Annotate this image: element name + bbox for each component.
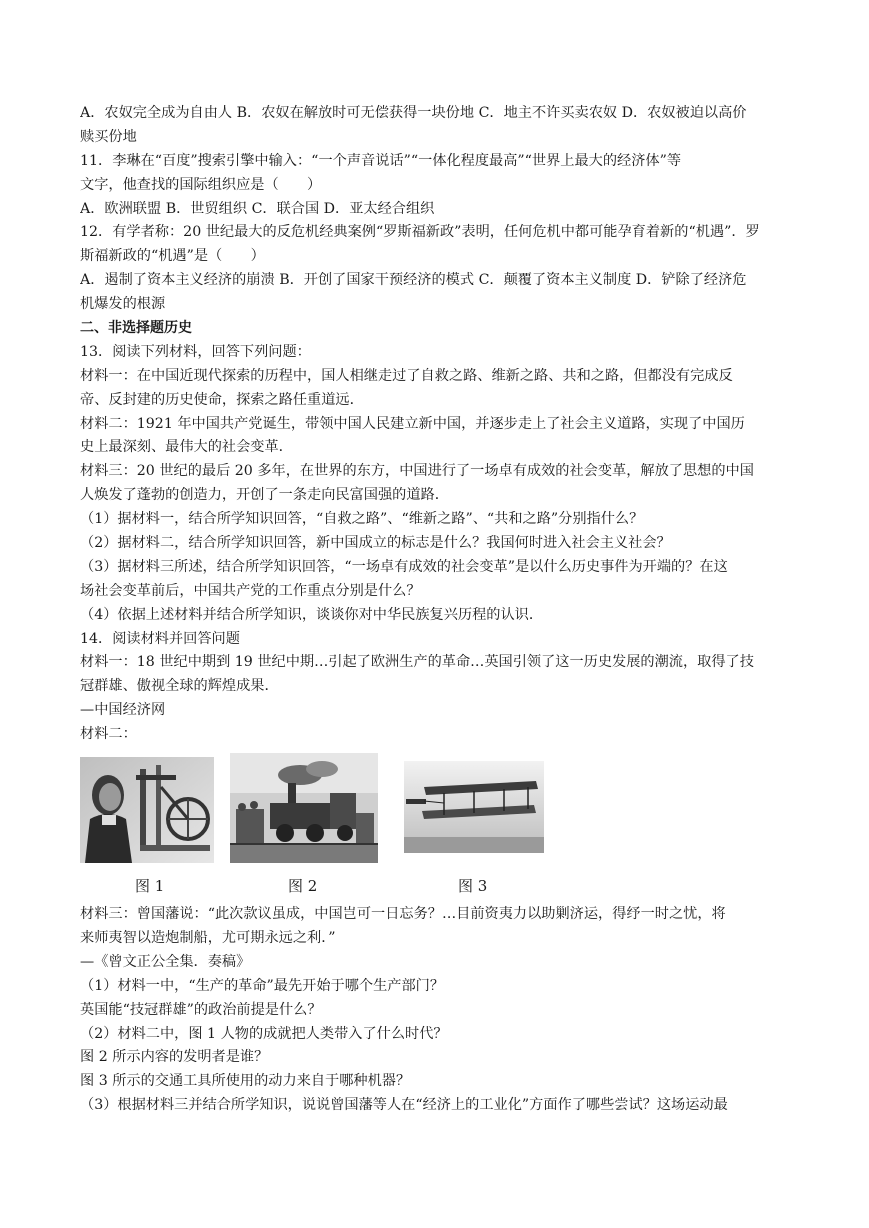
text-line: 来师夷智以造炮制船，尤可期永远之利．” xyxy=(80,929,336,946)
text-line: 帝、反封建的历史使命，探索之路任重道远． xyxy=(80,391,364,408)
text-line: （4）依据上述材料并结合所学知识，谈谈你对中华民族复兴历程的认识． xyxy=(80,606,544,623)
steam-engine-portrait-image xyxy=(80,757,214,863)
text-line: （3）据材料三所述，结合所学知识回答，“一场卓有成效的社会变革”是以什么历史事件为开端的？在这 xyxy=(80,558,728,575)
text-line: A．欧洲联盟 B．世贸组织 C．联合国 D．亚太经合组织 xyxy=(80,200,435,217)
text-line: 机爆发的根源 xyxy=(80,296,166,313)
text-line: 图 3 所示的交通工具所使用的动力来自于哪种机器？ xyxy=(80,1073,411,1090)
text-line: 人焕发了蓬勃的创造力，开创了一条走向民富国强的道路． xyxy=(80,487,449,504)
text-line: 图 2 所示内容的发明者是谁？ xyxy=(80,1049,269,1066)
text-line: （1）据材料一，结合所学知识回答，“自救之路”、“维新之路”、“共和之路”分别指什么？ xyxy=(80,511,644,528)
section-title: 二、非选择题历史 xyxy=(80,320,192,337)
text-line: —中国经济网 xyxy=(80,702,166,719)
text-line: A．遏制了资本主义经济的崩溃 B．开创了国家干预经济的模式 C．颠覆了资本主义制度 D．铲除了经济危 xyxy=(80,272,747,289)
figure-caption: 图 1 xyxy=(135,877,165,896)
text-line: 材料三：20 世纪的最后 20 多年，在世界的东方，中国进行了一场卓有成效的社会变革，解放了思想的中国 xyxy=(80,463,754,480)
text-line: 材料二：1921 年中国共产党诞生，带领中国人民建立新中国，并逐步走上了社会主义道路，实现了中国历 xyxy=(80,415,745,432)
figure-row xyxy=(80,749,792,899)
question-block-top xyxy=(80,102,792,317)
text-line: 13．阅读下列材料，回答下列问题： xyxy=(80,343,311,360)
text-line: （2）据材料二，结合所学知识回答，新中国成立的标志是什么？我国何时进入社会主义社会？ xyxy=(80,535,671,552)
text-line: A．农奴完全成为自由人 B．农奴在解放时可无偿获得一块份地 C．地主不许买卖农奴 D．农奴被迫以高价 xyxy=(80,105,747,121)
text-line: 文字，他查找的国际组织应是（ ） xyxy=(80,176,322,193)
question-block-bottom xyxy=(80,903,792,1118)
text-line: 斯福新政的“机遇”是（ ） xyxy=(80,248,265,265)
text-line: 场社会变革前后，中国共产党的工作重点分别是什么？ xyxy=(80,582,421,599)
text-line: 史上最深刻、最伟大的社会变革． xyxy=(80,439,293,456)
document-page xyxy=(80,102,792,1118)
airplane-image xyxy=(404,761,544,853)
text-line: 材料三：曾国藩说：“此次款议虽成，中国岂可一日忘务？…目前资夷力以助剿济运，得纾一时之忧，将 xyxy=(80,906,726,923)
question-block-mid xyxy=(80,341,792,747)
text-line: 材料一：在中国近现代探索的历程中，国人相继走过了自救之路、维新之路、共和之路，但都没有完成反 xyxy=(80,367,733,384)
figure-caption: 图 2 xyxy=(288,877,318,896)
text-line: 11．李琳在“百度”搜索引擎中输入：“一个声音说话”“一体化程度最高”“世界上最大的经济体”等 xyxy=(80,152,682,169)
text-line: 材料二： xyxy=(80,726,137,743)
locomotive-image xyxy=(230,753,378,863)
text-line: 赎买份地 xyxy=(80,128,137,145)
text-line: 14．阅读材料并回答问题 xyxy=(80,630,240,647)
text-line: 12．有学者称：20 世纪最大的反危机经典案例“罗斯福新政”表明，任何危机中都可能孕育着新的“机遇”．罗 xyxy=(80,224,760,241)
text-line: —《曾文正公全集．奏稿》 xyxy=(80,953,251,970)
text-line: （1）材料一中，“生产的革命”最先开始于哪个生产部门？ xyxy=(80,977,445,994)
text-line: 冠群雄、傲视全球的辉煌成果． xyxy=(80,678,279,695)
text-line: 材料一：18 世纪中期到 19 世纪中期…引起了欧洲生产的革命…英国引领了这一历史发展的潮流，取得了技 xyxy=(80,654,754,671)
text-line: 英国能“技冠群雄”的政治前提是什么？ xyxy=(80,1001,322,1018)
figure-caption: 图 3 xyxy=(458,877,488,896)
text-line: （3）根据材料三并结合所学知识，说说曾国藩等人在“经济上的工业化”方面作了哪些尝试？这场运动最 xyxy=(80,1097,728,1114)
text-line: （2）材料二中，图 1 人物的成就把人类带入了什么时代？ xyxy=(80,1025,448,1042)
